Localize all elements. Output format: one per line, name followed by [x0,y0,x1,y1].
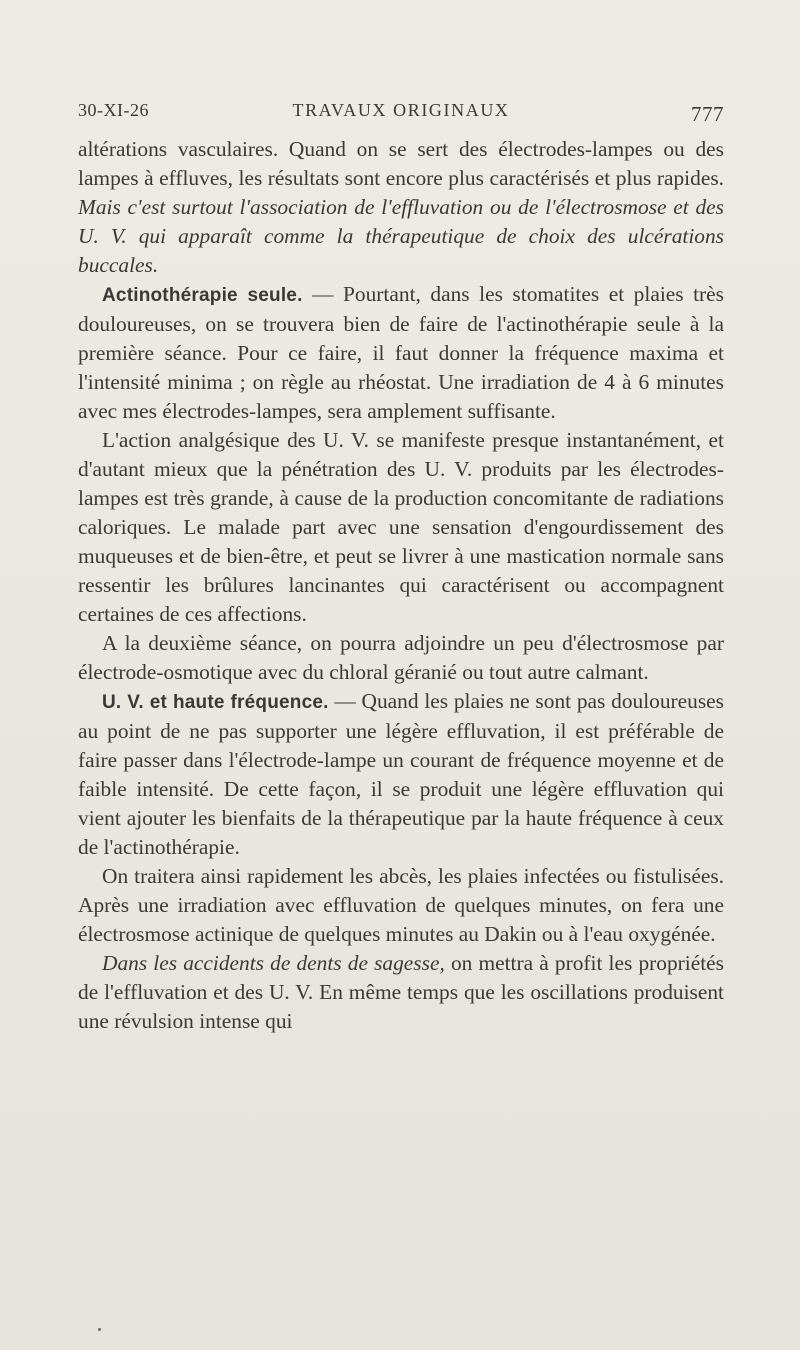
paragraph-abces [78,862,724,949]
ink-speck [98,1328,101,1331]
paragraph-continuation [78,135,724,280]
paragraph-action-analgesique [78,426,724,629]
paragraph-text: — Quand les plaies ne sont pas douloureuses au point de ne pas supporter une légère effluvation, il est préférable de faire passer dans l'électrode-lampe un courant de fréquence moyenne et de faible intensité. De cette façon, il se produit une légère effluvation qui vient ajouter les bienfaits de la thérapeutique par la haute fréquence à ceux de l'actinothérapie. [78,689,724,859]
page-number: 777 [691,102,724,126]
paragraph-actinotherapie [78,280,724,426]
italic-lead-in: Dans les accidents de dents de sagesse, [102,951,445,975]
section-heading-actinotherapie: Actinothérapie seule. [102,285,303,306]
article-body [78,135,724,1036]
paragraph-text: altérations vasculaires. Quand on se sert des électrodes-lampes ou des lampes à effluves, les résultats sont encore plus caractérisés et plus rapides. [78,137,724,190]
running-title: TRAVAUX ORIGINAUX [292,100,510,120]
paragraph-text: A la deuxième séance, on pourra adjoindre un peu d'électrosmose par électrode-osmotique avec du chloral géranié ou tout autre calmant. [78,631,724,684]
italic-conclusion: Mais c'est surtout l'association de l'effluvation ou de l'électrosmose et des U. V. qui apparaît comme la thérapeutique de choix des ulcérations buccales. [78,195,724,277]
section-heading-uv-haute-frequence: U. V. et haute fréquence. [102,692,329,713]
paragraph-text: on mettra à profit les propriétés de l'effluvation et des U. V. En même temps que les oscillations produisent une révulsion intense qui [78,951,724,1033]
running-header [78,100,724,132]
header-date: 30-XI-26 [78,100,149,120]
paragraph-haute-frequence [78,687,724,862]
paragraph-text: L'action analgésique des U. V. se manifeste presque instantanément, et d'autant mieux que la pénétration des U. V. produits par les électrodes-lampes est très grande, à cause de la production concomitante de radiations caloriques. Le malade part avec une sensation d'engourdissement des muqueuses et de bien-être, et peut se livrer à une mastication normale sans ressentir les brûlures lancinantes qui caractérisent ou accompagnent certaines de ces affections. [78,428,724,626]
paragraph-deuxieme-seance [78,629,724,687]
paragraph-text: On traitera ainsi rapidement les abcès, les plaies infectées ou fistulisées. Après une irradiation avec effluvation de quelques minutes, on fera une électrosmose actinique de quelques minutes au Dakin ou à l'eau oxygénée. [78,864,724,946]
paragraph-dents-de-sagesse [78,949,724,1036]
paragraph-text: — Pourtant, dans les stomatites et plaies très douloureuses, on se trouvera bien de faire de l'actinothérapie seule à la première séance. Pour ce faire, il faut donner la fréquence maxima et l'intensité minima ; on règle au rhéostat. Une irradiation de 4 à 6 minutes avec mes électrodes-lampes, sera amplement suffisante. [78,282,724,423]
